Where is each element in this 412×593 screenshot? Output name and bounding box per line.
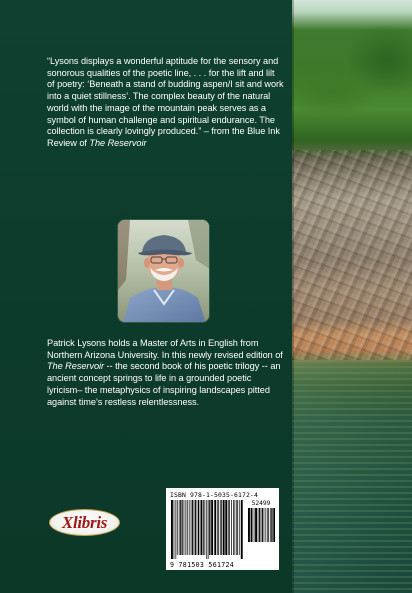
barcode-bar <box>273 508 275 542</box>
bio-text-2: -- the second book of his poetic trilogy -- an ancient concept springs to life in a grounded poetic lyricism– the metaphysics of inspiring landscapes pitted against time’s restless relentlessness. <box>47 361 281 407</box>
review-text: “Lysons displays a wonderful aptitude for the sensory and sonorous qualities of the poetic line, . . . for the lift and lilt of poetry: ‘Beneath a stand of budding aspen/I sit and work into a quiet stillness’. The complex beauty of the natural world with the image of the mountain peak serves as a symbol of human challenge and spiritual endurance. The collection is clearly lovingly produced.” – from the Blue Ink Review of <box>47 56 284 148</box>
barcode-bar <box>180 500 181 555</box>
isbn-barcode <box>166 488 279 570</box>
barcode-bar <box>189 500 190 555</box>
barcode-bar <box>229 500 230 555</box>
barcode-bar <box>255 508 257 542</box>
author-photo <box>117 219 210 323</box>
barcode-bar <box>187 500 188 555</box>
barcode-bar <box>191 500 192 555</box>
barcode-bar <box>264 508 265 542</box>
barcode-bar <box>267 508 268 542</box>
barcode-bar <box>262 508 263 542</box>
author-portrait-image <box>118 220 210 323</box>
barcode-bar <box>248 508 250 542</box>
barcode-bar <box>233 500 234 555</box>
barcode-bar <box>254 508 255 542</box>
bio-book-title: The Reservoir <box>47 361 105 372</box>
xlibris-logo <box>49 509 120 536</box>
barcode-bar <box>197 500 198 555</box>
barcode-bar <box>236 500 237 555</box>
barcode-bar <box>220 500 221 555</box>
ean-barcode-bars <box>170 500 244 559</box>
barcode-bar <box>177 500 178 555</box>
barcode-bar <box>214 500 216 555</box>
photo-divider <box>292 0 294 593</box>
price-barcode <box>247 500 275 546</box>
barcode-bar <box>192 500 193 555</box>
barcode-bar <box>270 508 271 542</box>
barcode-bar <box>206 500 207 559</box>
barcode-bar <box>179 500 180 555</box>
barcode-bar <box>223 500 225 555</box>
barcode-digits: 9 781503 561724 <box>170 561 235 569</box>
barcode-bar <box>195 500 196 555</box>
author-bio <box>47 338 287 408</box>
barcode-bar <box>235 500 236 555</box>
price-code: 52499 <box>251 500 271 507</box>
barcode-bar <box>203 500 204 555</box>
barcode-bar <box>208 500 209 559</box>
barcode-bar <box>271 508 272 542</box>
barcode-bar <box>184 500 185 555</box>
price-barcode-bars <box>247 508 275 546</box>
barcode-bar <box>228 500 229 555</box>
barcode-bar <box>239 500 240 555</box>
barcode-bar <box>241 500 243 559</box>
barcode-bar <box>258 508 259 542</box>
barcode-bar <box>176 500 177 559</box>
barcode-bar <box>225 500 227 555</box>
barcode-bar <box>174 500 175 559</box>
barcode-bar <box>231 500 232 555</box>
barcode-bars <box>170 500 275 559</box>
barcode-bar <box>198 500 199 555</box>
barcode-bar <box>182 500 183 555</box>
barcode-bar <box>205 500 206 555</box>
landscape-photo-strip <box>292 0 412 593</box>
barcode-bar <box>171 500 173 559</box>
review-quote <box>47 56 284 150</box>
barcode-bar <box>266 508 267 542</box>
barcode-bar <box>211 500 213 555</box>
barcode-bar <box>209 500 210 555</box>
review-book-title: The Reservoir <box>89 137 147 148</box>
barcode-bar <box>201 500 203 555</box>
barcode-bar <box>259 508 260 542</box>
barcode-bar <box>186 500 187 555</box>
barcode-bar <box>217 500 218 555</box>
barcode-bar <box>221 500 222 555</box>
isbn-label: ISBN 978-1-5035-6172-4 <box>170 491 258 499</box>
xlibris-logo-text: Xlibris <box>61 512 108 532</box>
bio-text-1: Patrick Lysons holds a Master of Arts in English from Northern Arizona University. In this newly revised edition of <box>47 338 283 360</box>
barcode-bar <box>251 508 253 542</box>
